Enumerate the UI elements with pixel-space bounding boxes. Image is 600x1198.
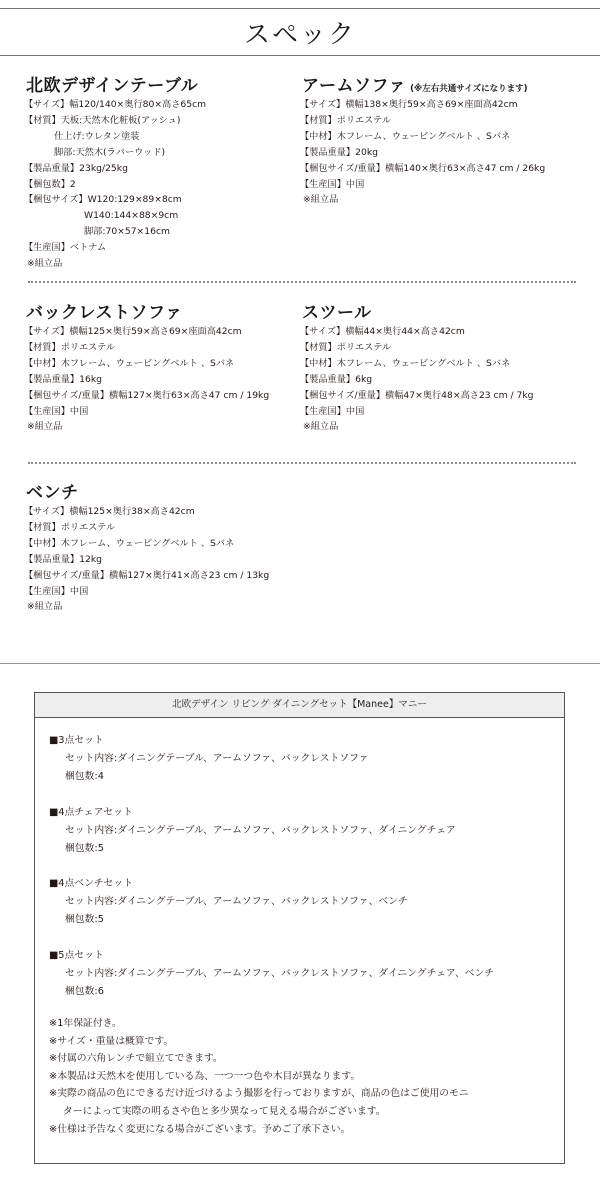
spec-line: 【中材】木フレーム、ウェービングベルト 、Sバネ <box>24 537 235 549</box>
note-line: ※付属の六角レンチで組立てできます。 <box>49 1053 223 1065</box>
spec-line: 【生産国】中国 <box>300 405 365 417</box>
spec-line: ※組立品 <box>27 421 63 433</box>
section-title-note: (※左右共通サイズになります) <box>410 84 528 94</box>
spec-line: 【梱包サイズ/重量】横幅140×奥行63×高さ47 cm / 26kg <box>300 162 546 174</box>
set-composition-box <box>34 692 565 1164</box>
section-bench-spec <box>24 478 269 615</box>
spec-line: 【製品重量】12kg <box>24 553 102 565</box>
spec-line: 【生産国】中国 <box>300 178 365 190</box>
section-backrest-sofa-spec <box>24 298 269 435</box>
set-contents: セット内容:ダイニングテーブル、アームソファ、バックレストソファ、ベンチ <box>65 896 408 907</box>
dotted-separator <box>28 281 576 283</box>
spec-line: 【材質】ポリエステル <box>24 341 116 353</box>
set-package-count: 梱包数:5 <box>65 914 104 925</box>
spec-line: 【生産国】中国 <box>24 405 89 417</box>
spec-line: W140:144×88×9cm <box>84 210 179 222</box>
set-package-count: 梱包数:4 <box>65 771 104 782</box>
spec-line: 【サイズ】横幅125×奥行38×高さ42cm <box>24 506 195 517</box>
section-table-spec <box>24 71 206 272</box>
spec-line: 【製品重量】20kg <box>300 146 378 158</box>
set-item-4pc-bench <box>49 875 564 929</box>
spec-line: 【生産国】ベトナム <box>24 242 107 254</box>
note-line: ※仕様は予告なく変更になる場合がございます。予めご了承下さい。 <box>49 1123 351 1135</box>
header-bottom-rule <box>0 55 600 56</box>
set-name: ■4点ベンチセット <box>49 878 133 889</box>
spec-line: 【サイズ】横幅44×奥行44×高さ42cm <box>300 326 465 337</box>
section-title: バックレストソファ <box>26 303 183 323</box>
spec-line: 【サイズ】横幅125×奥行59×高さ69×座面高42cm <box>24 326 242 337</box>
section-stool-spec <box>300 298 534 435</box>
spec-line: 【梱包サイズ/重量】横幅47×奥行48×高さ23 cm / 7kg <box>300 389 534 401</box>
spec-line: 【材質】ポリエステル <box>24 521 116 533</box>
spec-line: 【梱包数】2 <box>24 178 76 190</box>
note-line: ※実際の商品の色にできるだけ近づけるよう撮影を行っておりますが、商品の色はご使用のモニ <box>49 1088 469 1100</box>
spec-line: 【中材】木フレーム、ウェービングベルト 、Sバネ <box>24 357 235 369</box>
spec-line: 【製品重量】23kg/25kg <box>24 162 128 174</box>
spec-line: ※組立品 <box>27 258 63 270</box>
set-name: ■5点セット <box>49 949 104 961</box>
set-contents: セット内容:ダイニングテーブル、アームソファ、バックレストソファ、ダイニングチェア <box>65 824 456 836</box>
notes-list <box>49 1015 564 1138</box>
set-item-5pc <box>49 947 564 1001</box>
section-title-text: アームソファ <box>302 76 407 96</box>
set-name: ■3点セット <box>49 735 104 746</box>
set-box-heading: 北欧デザイン リビング ダイニングセット【Manee】マニー <box>35 693 564 718</box>
section-title: 北欧デザインテーブル <box>26 76 199 96</box>
set-package-count: 梱包数:6 <box>65 985 104 997</box>
spec-line: 【中材】木フレーム、ウェービングベルト 、Sバネ <box>300 357 511 369</box>
section-title: スツール <box>302 303 372 323</box>
header-top-rule <box>0 8 600 9</box>
set-item-3pc <box>49 732 564 786</box>
spec-line: 【生産国】中国 <box>24 585 89 597</box>
note-line: ターによって実際の明るさや色と多少異なって見える場合がございます。 <box>63 1105 386 1117</box>
spec-line: 【梱包サイズ/重量】横幅127×奥行41×高さ23 cm / 13kg <box>24 569 270 581</box>
set-contents: セット内容:ダイニングテーブル、アームソファ、バックレストソファ <box>65 753 369 764</box>
spec-line: ※組立品 <box>303 421 339 433</box>
set-contents: セット内容:ダイニングテーブル、アームソファ、バックレストソファ、ダイニングチェア、ベンチ <box>65 967 495 979</box>
spec-line: 【材質】天板:天然木化粧板(アッシュ) <box>24 114 181 126</box>
spec-line: 【材質】ポリエステル <box>300 114 392 126</box>
section-divider <box>0 663 600 664</box>
spec-line: 仕上げ:ウレタン塗装 <box>54 130 140 142</box>
set-box-body <box>35 718 564 1138</box>
spec-line: 【サイズ】幅120/140×奥行80×高さ65cm <box>24 99 207 110</box>
spec-line: 【材質】ポリエステル <box>300 341 392 353</box>
spec-header <box>0 0 600 58</box>
spec-line: 【梱包サイズ】W120:129×89×8cm <box>24 194 182 206</box>
spec-line: 脚部:天然木(ラバーウッド) <box>54 146 166 158</box>
spec-line: 【梱包サイズ/重量】横幅127×奥行63×高さ47 cm / 19kg <box>24 389 270 401</box>
note-line: ※1年保証付き。 <box>49 1018 122 1029</box>
dotted-separator <box>28 462 576 464</box>
section-arm-sofa-spec <box>300 71 545 208</box>
spec-line: 【製品重量】6kg <box>300 373 373 385</box>
set-name: ■4点チェアセット <box>49 806 133 818</box>
spec-line: 【中材】木フレーム、ウェービングベルト 、Sバネ <box>300 130 511 142</box>
note-line: ※サイズ・重量は概算です。 <box>49 1035 174 1047</box>
set-package-count: 梱包数:5 <box>65 842 104 854</box>
spec-line: 【サイズ】横幅138×奥行59×高さ69×座面高42cm <box>300 99 518 110</box>
spec-line: 【製品重量】16kg <box>24 373 102 385</box>
note-line: ※本製品は天然木を使用している為、一つ一つ色や木目が異なります。 <box>49 1070 361 1082</box>
set-item-4pc-chair <box>49 804 564 858</box>
spec-line: ※組立品 <box>27 601 63 613</box>
section-title <box>300 71 545 96</box>
spec-line: ※組立品 <box>303 194 339 206</box>
page-title: スペック <box>243 20 356 50</box>
spec-line: 脚部:70×57×16cm <box>84 226 170 238</box>
section-title: ベンチ <box>26 483 79 503</box>
